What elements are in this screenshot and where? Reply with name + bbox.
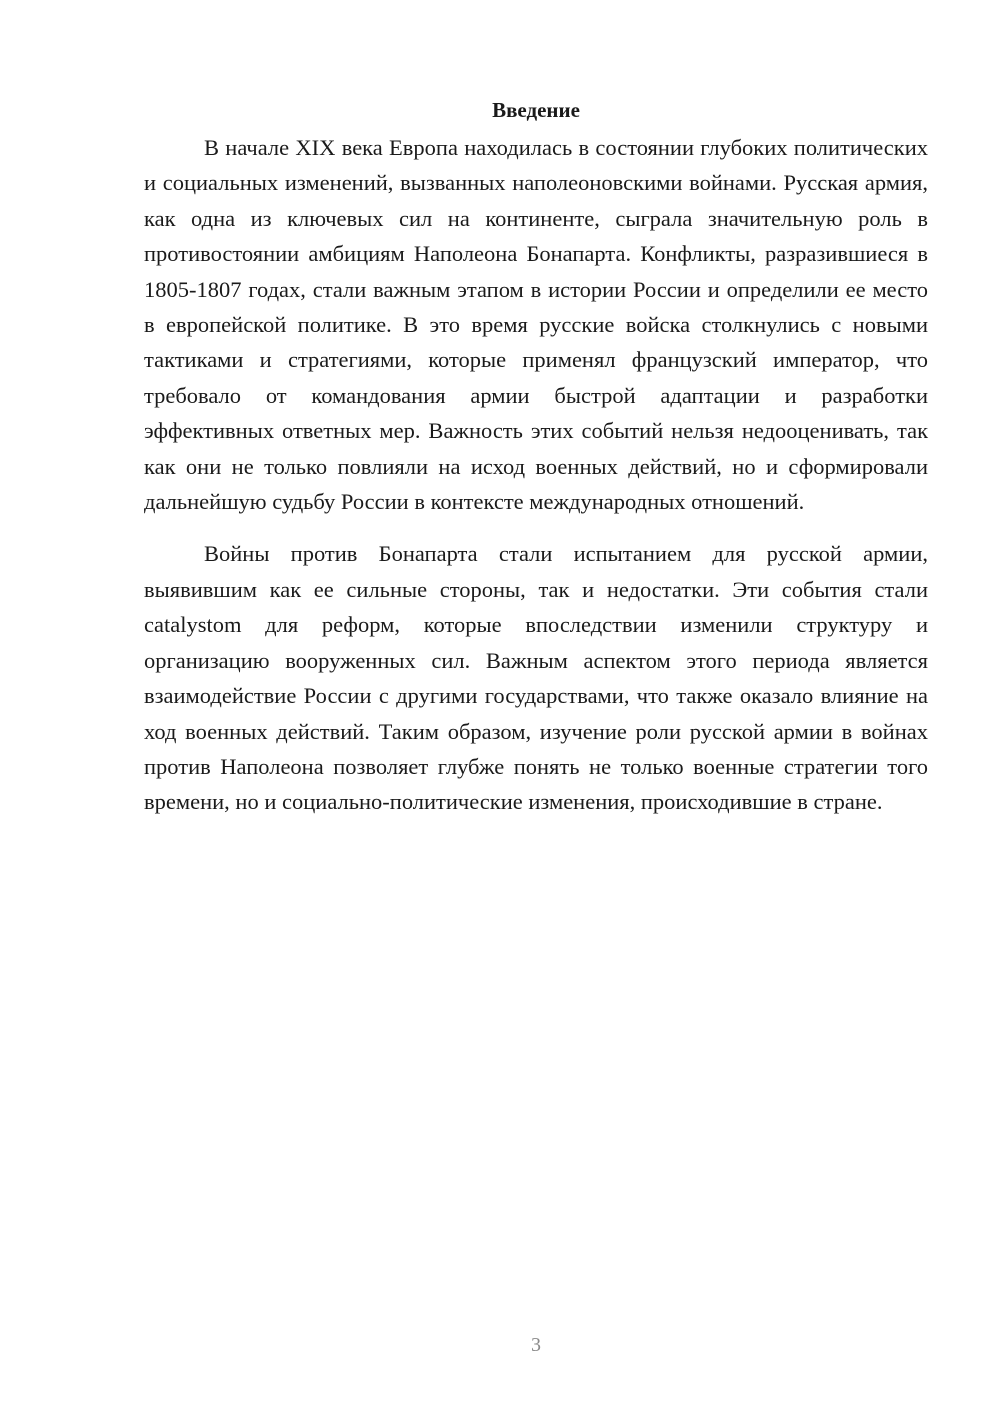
page-content (144, 92, 928, 820)
paragraph-1: В начале XIX века Европа находилась в состоянии глубоких политических и социальных изменений, вызванных наполеоновскими войнами. Русская армия, как одна из ключевых сил на континенте, сыграла значительную роль в противостоянии амбициям Наполеона Бонапарта. Конфликты, разразившиеся в 1805-1807 годах, стали важным этапом в истории России и определили ее место в европейской политике. В это время русские войска столкнулись с новыми тактиками и стратегиями, которые применял французский император, что требовало от командования армии быстрой адаптации и разработки эффективных ответных мер. Важность этих событий нельзя недооценивать, так как они не только повлияли на исход военных действий, но и сформировали дальнейшую судьбу России в контексте международных отношений. (144, 135, 928, 515)
paragraph-2: Войны против Бонапарта стали испытанием для русской армии, выявившим как ее сильные стороны, так и недостатки. Эти события стали catalystom для реформ, которые впоследствии изменили структуру и организацию вооруженных сил. Важным аспектом этого периода является взаимодействие России с другими государствами, что также оказало влияние на ход военных действий. Таким образом, изучение роли русской армии в войнах против Наполеона позволяет глубже понять не только военные стратегии того времени, но и социально-политические изменения, происходившие в стране. (144, 541, 928, 815)
page-number: 3 (531, 1334, 541, 1356)
section-heading: Введение (492, 98, 580, 122)
